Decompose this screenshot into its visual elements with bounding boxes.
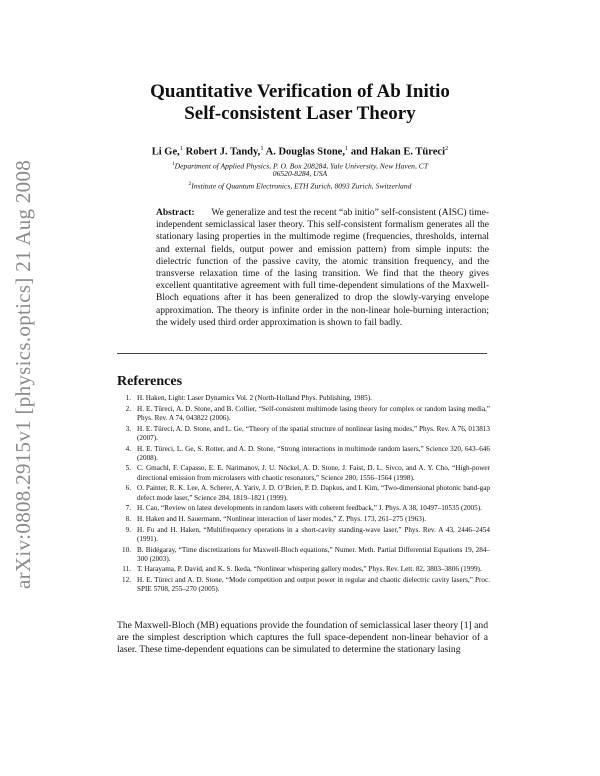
reference-text: H. E. Türeci and A. D. Stone, “Mode competition and output power in regular and chaotic dielectric cavity lasers,” Proc. SPIE 5708, 255–270 (2005).	[137, 576, 490, 594]
paper-title-line-2: Self-consistent Laser Theory	[184, 103, 416, 124]
reference-number: 7.	[125, 504, 131, 513]
reference-text: T. Harayama, P. David, and K. S. Ikeda, “Nonlinear whispering gallery modes,” Phys. Rev. Lett. 82, 3803–3806 (1999).	[137, 565, 482, 574]
author-affil-mark: 1	[179, 145, 183, 152]
reference-number: 11.	[122, 565, 131, 574]
affiliation-1-mark: 1	[171, 161, 175, 167]
reference-item	[117, 546, 490, 564]
abstract-text: We generalize and test the recent “ab initio” self-consistent (AISC) time-independent semiclassical laser theory. This self-consistent formalism generates all the stationary lasing properties in the multimode regime (frequencies, thresholds, internal and external fields, output power and emission pattern) from simple inputs: the dielectric function of the passive cavity, the atomic transition frequency, and the transverse relaxation time of the lasing transition. We find that the theory gives excellent quantitative agreement with full time-dependent simulations of the Maxwell-Bloch equations after it has been generalized to drop the slowly-varying envelope approximation. The theory is infinite order in the non-linear hole-burning interaction; the widely used third order approximation is shown to fail badly.	[156, 208, 489, 328]
affiliation-1-line-2: 06520-8284, USA	[272, 169, 328, 178]
author-name: Li Ge,	[151, 146, 180, 158]
reference-item	[117, 394, 490, 403]
abstract	[156, 207, 489, 329]
arxiv-id: arXiv:0808.2915v1 [physics.optics] 21 Aug 2008	[11, 159, 36, 590]
reference-number: 3.	[125, 424, 131, 433]
reference-number: 5.	[125, 464, 131, 473]
author-list	[0, 145, 600, 158]
reference-text: O. Painter, R. K. Lee, A. Scherer, A. Yariv, J. D. O’Brien, P. D. Dapkus, and I. Kim, “Two-dimensional photonic band-gap defect mode laser,” Science 284, 1819–1821 (1999).	[137, 484, 490, 502]
author-affil-mark: 2	[445, 145, 449, 152]
author-name: A. Douglas Stone,	[265, 146, 345, 158]
reference-item	[117, 526, 490, 544]
author-affil-mark: 1	[260, 145, 264, 152]
reference-item	[117, 504, 490, 513]
reference-item	[117, 515, 490, 524]
reference-item	[117, 405, 490, 423]
reference-item	[117, 425, 490, 443]
reference-text: H. E. Türeci, A. D. Stone, and B. Collier, “Self-consistent multimode lasing theory for complex or random lasing media,” Phys. Rev. A 74, 043822 (2006).	[137, 404, 490, 422]
reference-text: H. Cao, “Review on latest developments in random lasers with coherent feedback,” J. Phys. A 38, 10497–10535 (2005).	[137, 504, 482, 513]
affiliation-2	[0, 179, 600, 192]
reference-text: H. E. Türeci, L. Ge, S. Rotter, and A. D. Stone, “Strong interactions in multimode random lasers,” Science 320, 643–646 (2008).	[137, 444, 490, 462]
reference-number: 6.	[125, 484, 131, 493]
reference-number: 8.	[125, 514, 131, 523]
reference-text: H. Haken and H. Sauermann, “Nonlinear interaction of laser modes,” Z. Phys. 173, 261–275 (1963).	[137, 514, 427, 523]
reference-number: 4.	[125, 444, 131, 453]
affiliation-1-line-1: Department of Applied Physics, P. O. Box 208284, Yale University, New Haven, CT	[174, 161, 429, 171]
reference-item	[117, 464, 490, 482]
author-name: Robert J. Tandy,	[185, 146, 261, 158]
reference-text: H. E. Türeci, A. D. Stone, and L. Ge, “Theory of the spatial structure of nonlinear lasing modes,” Phys. Rev. A 76, 013813 (2007).	[137, 424, 490, 442]
reference-item	[117, 484, 490, 502]
author-affil-mark: 1	[344, 145, 349, 152]
reference-number: 1.	[125, 394, 131, 402]
paper-title-line-1: Quantitative Verification of Ab Initio	[150, 81, 450, 102]
section-divider	[117, 353, 487, 354]
reference-item	[117, 576, 490, 594]
references-heading: References	[117, 374, 183, 389]
reference-text: H. Fu and H. Haken, “Multifrequency operations in a short-cavity standing-wave laser,” Phys. Rev. A 43, 2446–2454 (1991).	[137, 525, 490, 543]
reference-number: 9.	[125, 525, 131, 534]
reference-number: 12.	[122, 576, 131, 585]
reference-text: H. Haken, Light: Laser Dynamics Vol. 2 (North-Holland Phys. Publishing, 1985).	[137, 394, 372, 402]
affiliation-2-mark: 2	[188, 181, 192, 187]
abstract-label: Abstract:	[156, 208, 195, 218]
reference-number: 10.	[122, 545, 131, 554]
author-name: and Hakan E. Türeci	[350, 146, 445, 158]
reference-list	[117, 394, 490, 596]
reference-text: B. Bidégaray, “Time discretizations for Maxwell-Bloch equations,” Numer. Meth. Partial Differential Equations 19, 284–300 (2003).	[137, 545, 490, 563]
reference-item	[117, 445, 490, 463]
reference-item	[117, 565, 490, 574]
affiliation-2-line: Institute of Quantum Electronics, ETH Zurich, 8093 Zurich, Switzerland	[191, 181, 412, 191]
body-paragraph: The Maxwell-Bloch (MB) equations provide the foundation of semiclassical laser theory [1] and are the simplest description which captures the full space-dependent non-linear behavior of a laser. These time-dependent equations can be simulated to determine the stationary lasing	[117, 620, 488, 656]
reference-text: C. Gmachl, F. Capasso, E. E. Narimanov, J. U. Nöckel, A. D. Stone, J. Faist, D. L. Sivco, and A. Y. Cho, “High-power directional emission from microlasers with chaotic resonators,” Science 280, 1556–1564 (1998).	[137, 464, 490, 482]
reference-number: 2.	[125, 404, 131, 413]
arxiv-watermark	[6, 159, 42, 590]
